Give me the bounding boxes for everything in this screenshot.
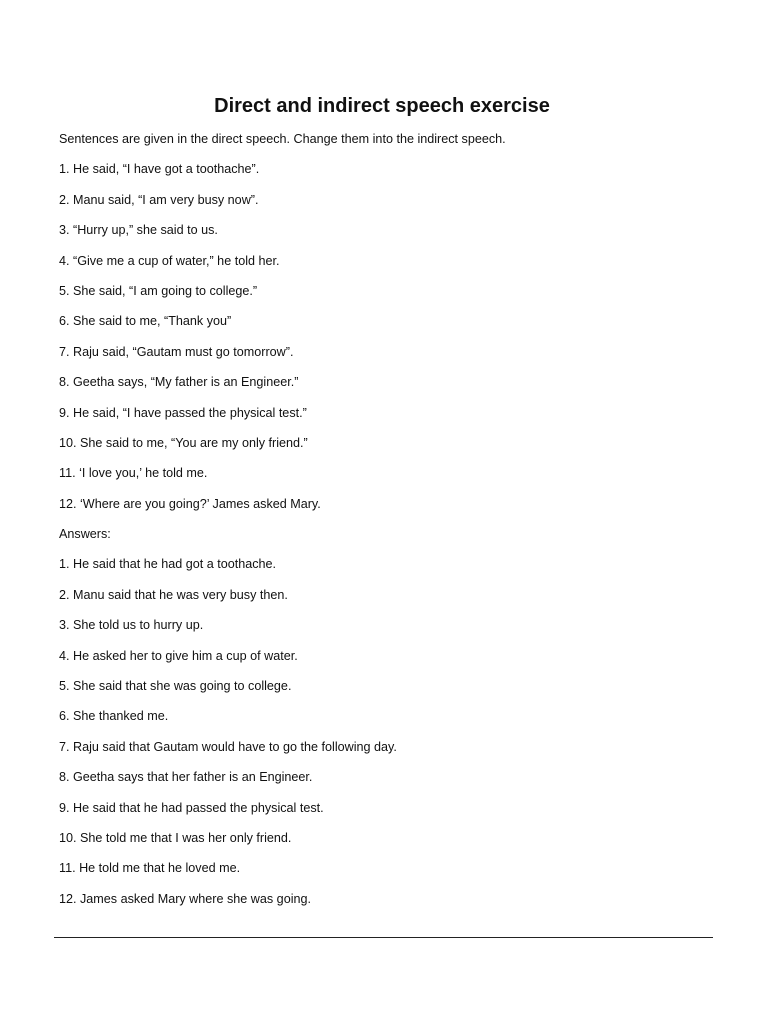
question-list — [59, 160, 719, 525]
question-item: 10. She said to me, “You are my only friend.” — [59, 435, 308, 450]
question-item: 8. Geetha says, “My father is an Engineer.” — [59, 375, 299, 390]
answer-item: 3. She told us to hurry up. — [59, 618, 204, 633]
footer-divider — [54, 937, 713, 938]
answer-list — [59, 555, 719, 920]
answer-item: 8. Geetha says that her father is an Engineer. — [59, 770, 313, 785]
page-title: Direct and indirect speech exercise — [214, 95, 550, 117]
answer-item: 11. He told me that he loved me. — [59, 861, 241, 876]
answer-item: 7. Raju said that Gautam would have to go the following day. — [59, 739, 397, 754]
answer-item: 6. She thanked me. — [59, 709, 169, 724]
question-item: 3. “Hurry up,” she said to us. — [59, 223, 218, 238]
answer-item: 12. James asked Mary where she was going. — [59, 891, 311, 906]
answer-item: 4. He asked her to give him a cup of water. — [59, 648, 298, 663]
answer-item: 10. She told me that I was her only friend. — [59, 830, 292, 845]
answer-item: 1. He said that he had got a toothache. — [59, 557, 277, 572]
question-item: 1. He said, “I have got a toothache”. — [59, 162, 260, 177]
instructions: Sentences are given in the direct speech. Change them into the indirect speech. — [59, 132, 506, 146]
answer-item: 9. He said that he had passed the physical test. — [59, 800, 324, 815]
question-item: 9. He said, “I have passed the physical test.” — [59, 405, 307, 420]
question-item: 6. She said to me, “Thank you” — [59, 314, 232, 329]
question-item: 11. ‘I love you,’ he told me. — [59, 466, 208, 481]
answer-item: 2. Manu said that he was very busy then. — [59, 587, 288, 602]
question-item: 5. She said, “I am going to college.” — [59, 283, 258, 298]
question-item: 7. Raju said, “Gautam must go tomorrow”. — [59, 344, 294, 359]
question-item: 12. ‘Where are you going?’ James asked Mary. — [59, 496, 321, 511]
question-item: 4. “Give me a cup of water,” he told her. — [59, 253, 280, 268]
question-item: 2. Manu said, “I am very busy now”. — [59, 192, 259, 207]
document-body — [59, 130, 719, 920]
answer-item: 5. She said that she was going to college. — [59, 679, 292, 694]
answers-heading: Answers: — [59, 527, 111, 542]
